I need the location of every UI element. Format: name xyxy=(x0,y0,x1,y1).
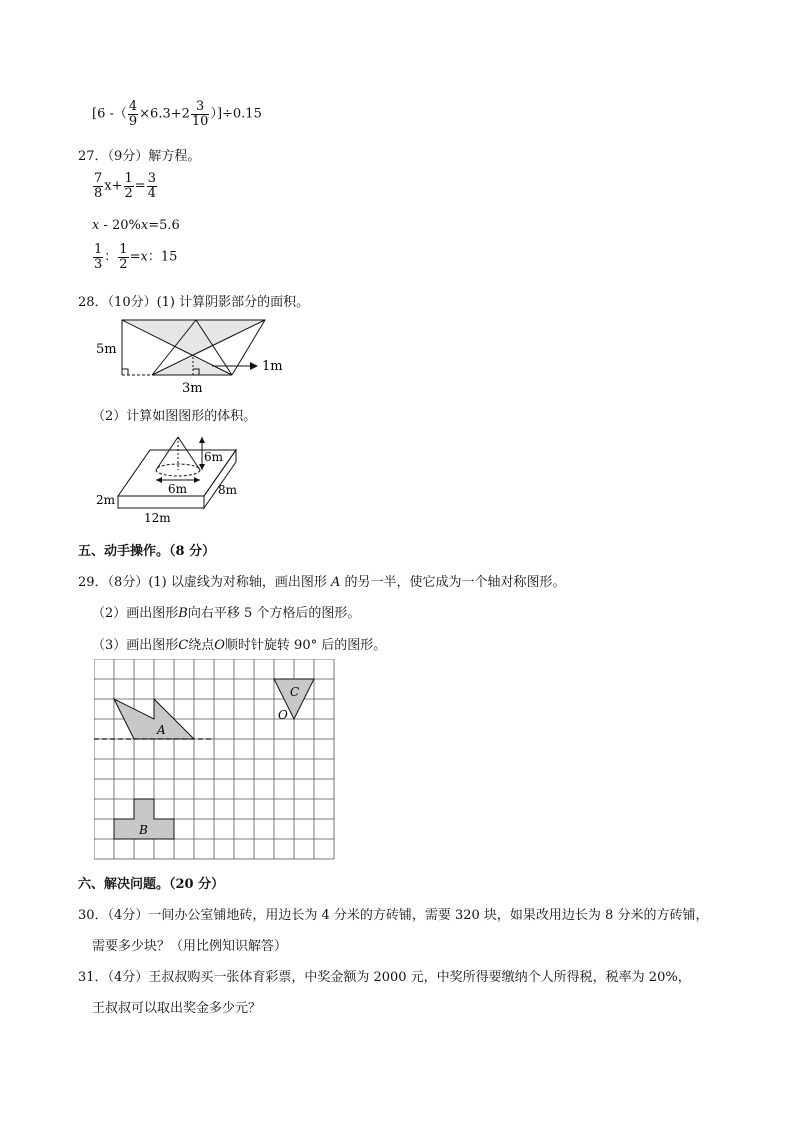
numerator: 3 xyxy=(147,171,156,186)
label-box-height: 2m xyxy=(96,493,116,507)
expression-line xyxy=(92,100,262,128)
text-part: 顺时针旋转 90° 后的图形。 xyxy=(224,638,387,653)
text-part: 29．（8分）(1) 以虚线为对称轴，画出图形 xyxy=(78,575,327,590)
eq-part: x+ xyxy=(104,178,123,194)
q29-title xyxy=(78,571,566,590)
equation-2 xyxy=(92,218,180,233)
var-label: C xyxy=(178,638,189,653)
var-label: B xyxy=(178,606,188,621)
numerator: 1 xyxy=(94,242,103,257)
eq-var: x xyxy=(92,218,100,233)
section-5-title: 五、动手操作。（8 分） xyxy=(78,544,216,559)
q28-title: 28．（10分）(1) 计算阴影部分的面积。 xyxy=(78,295,310,310)
label-base: 3m xyxy=(182,381,203,396)
q27-title: 27．（9分）解方程。 xyxy=(78,149,201,164)
q30-line2: 需要多少块？（用比例知识解答） xyxy=(92,939,288,954)
text-part: 绕点 xyxy=(188,638,215,653)
eq-part: - 20% xyxy=(99,218,141,233)
q31-line1: 31．（4分）王叔叔购买一张体育彩票，中奖金额为 2000 元，中奖所得要缴纳个人所得税，税率为 20%， xyxy=(78,970,691,985)
var-label: O xyxy=(214,638,225,653)
dim-arrow-icon xyxy=(199,437,205,443)
numerator: 1 xyxy=(119,242,128,257)
numerator: 3 xyxy=(191,100,210,115)
equation-1 xyxy=(92,172,158,200)
eq-part: = xyxy=(134,178,146,194)
label-box-width: 8m xyxy=(218,483,238,497)
q28-part2: （2）计算如图图形的体积。 xyxy=(92,409,257,424)
numerator: 4 xyxy=(128,99,138,114)
expr-part: [6 -（ xyxy=(92,106,127,122)
eq-part: = xyxy=(129,249,141,265)
text-part: 向右平移 5 个方格后的图形。 xyxy=(187,606,361,621)
shaded-triangle-top xyxy=(122,320,265,357)
equation-3 xyxy=(92,243,177,271)
solid-volume-figure xyxy=(90,430,250,528)
arrow-head-icon xyxy=(250,362,258,370)
grid-figure xyxy=(94,659,336,861)
shaded-area-figure xyxy=(90,312,290,398)
text-part: （3）画出图形 xyxy=(92,638,179,653)
label-o: O xyxy=(278,708,288,722)
denominator: 8 xyxy=(94,185,103,201)
expr-part: ）]÷0.15 xyxy=(210,106,262,122)
var-label: A xyxy=(331,575,341,590)
dim-arrow-icon xyxy=(156,477,162,483)
eq-var: x xyxy=(140,249,148,265)
label-arrow: 1m xyxy=(262,359,283,374)
denominator: 3 xyxy=(94,256,103,272)
label-cone-diameter: 6m xyxy=(168,482,188,496)
fraction xyxy=(147,172,157,200)
fraction xyxy=(191,100,210,128)
eq-part: ： xyxy=(104,249,118,265)
numerator: 7 xyxy=(94,171,103,186)
q29-part3 xyxy=(92,634,386,653)
text-part: （2）画出图形 xyxy=(92,606,179,621)
fraction xyxy=(128,100,138,128)
q30-line1: 30．（4分）一间办公室铺地砖，用边长为 4 分米的方砖铺，需要 320 块，如果改用边长为 8 分米的方砖铺， xyxy=(78,908,709,923)
eq-var: x xyxy=(140,218,149,233)
denominator: 10 xyxy=(191,113,209,129)
eq-part: =5.6 xyxy=(148,218,180,233)
fraction xyxy=(124,172,134,200)
fraction xyxy=(93,172,103,200)
fraction xyxy=(118,243,128,271)
q31-line2: 王叔叔可以取出奖金多少元？ xyxy=(92,1001,262,1016)
label-b: B xyxy=(139,823,148,837)
expr-part: ×6.3+2 xyxy=(139,106,190,122)
label-a: A xyxy=(157,723,166,737)
numerator: 1 xyxy=(124,171,133,186)
eq-part: ：15 xyxy=(147,249,178,265)
denominator: 9 xyxy=(128,113,138,129)
label-cone-height: 6m xyxy=(204,450,224,464)
denominator: 4 xyxy=(147,185,156,201)
q29-part2 xyxy=(92,602,360,621)
denominator: 2 xyxy=(124,185,133,201)
dim-arrow-icon xyxy=(194,477,200,483)
label-box-length: 12m xyxy=(144,511,171,525)
text-part: 的另一半，使它成为一个轴对称图形。 xyxy=(344,575,566,590)
denominator: 2 xyxy=(119,256,128,272)
section-6-title: 六、解决问题。（20 分） xyxy=(78,877,225,892)
label-c: C xyxy=(290,685,300,699)
label-height: 5m xyxy=(96,342,117,357)
right-angle-mark xyxy=(122,369,128,375)
fraction xyxy=(93,243,103,271)
box-front-face xyxy=(118,496,204,508)
